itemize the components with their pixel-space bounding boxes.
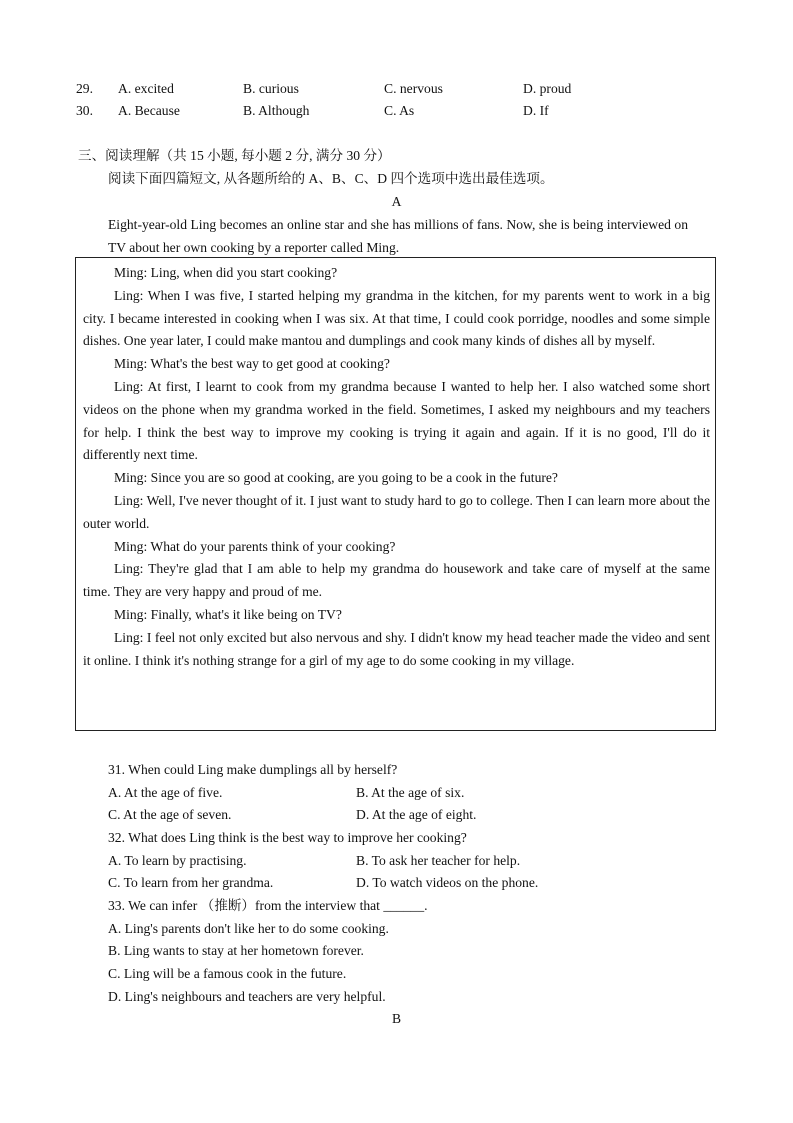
passage-label-a: A <box>391 194 402 209</box>
option-b: B. Ling wants to stay at her hometown forever. <box>108 943 364 958</box>
option-a: A. At the age of five. <box>108 785 223 800</box>
dialogue-line: Ming: Since you are so good at cooking, are you going to be a cook in the future? <box>114 470 558 486</box>
dialogue-line: Ming: Finally, what's it like being on TV? <box>114 606 342 622</box>
section-instruction: 阅读下面四篇短文, 从各题所给的 A、B、C、D 四个选项中选出最佳选项。 <box>108 171 554 186</box>
dialogue-line: Ling: I feel not only excited but also nervous and shy. I didn't know my head teacher made the video and sent it online. I think it's nothing strange for a girl of my age to do some cooking in my village. <box>83 629 710 668</box>
option-b: B. At the age of six. <box>356 785 465 800</box>
option-c: C. To learn from her grandma. <box>108 875 274 890</box>
option-c: C. nervous <box>384 81 443 96</box>
question-stem: 33. We can infer （推断）from the interview that ______. <box>108 898 428 913</box>
question-stem: 32. What does Ling think is the best way to improve her cooking? <box>108 830 467 845</box>
option-d: D. proud <box>523 81 572 96</box>
passage-intro: Eight-year-old Ling becomes an online star and she has millions of fans. Now, she is being interviewed on TV about her own cooking by a reporter called Ming. <box>108 217 688 255</box>
option-d: D. Ling's neighbours and teachers are very helpful. <box>108 989 386 1004</box>
option-a: A. excited <box>118 81 174 96</box>
option-c: C. At the age of seven. <box>108 807 232 822</box>
question-number: 29. <box>76 81 93 96</box>
option-d: D. At the age of eight. <box>356 807 477 822</box>
option-b: B. To ask her teacher for help. <box>356 853 521 868</box>
interview-box <box>75 257 716 731</box>
dialogue-line: Ming: Ling, when did you start cooking? <box>114 265 338 280</box>
question-number: 30. <box>76 103 93 118</box>
option-d: D. If <box>523 103 549 118</box>
dialogue-line: Ming: What's the best way to get good at cooking? <box>114 356 390 372</box>
option-d: D. To watch videos on the phone. <box>356 875 539 890</box>
option-c: C. Ling will be a famous cook in the future. <box>108 966 347 981</box>
section-title: 三、阅读理解（共 15 小题, 每小题 2 分, 满分 30 分） <box>78 148 391 163</box>
option-a: A. To learn by practising. <box>108 853 247 868</box>
dialogue-line: Ling: Well, I've never thought of it. I just want to study hard to go to college. Then I can learn more about the outer world. <box>83 492 710 531</box>
dialogue-line: Ling: When I was five, I started helping my grandma in the kitchen, for my parents went to work in a big city. I became interested in cooking when I was six. At that time, I could cook porridge, noodles and some simple dishes. One year later, I could make mantou and dumplings and cook many kinds of dishes all by myself. <box>83 287 710 349</box>
question-stem: 31. When could Ling make dumplings all by herself? <box>108 762 398 777</box>
option-a: A. Ling's parents don't like her to do some cooking. <box>108 921 389 936</box>
option-b: B. Although <box>243 103 310 118</box>
option-b: B. curious <box>243 81 299 96</box>
option-a: A. Because <box>118 103 180 118</box>
interview-dialogue <box>83 262 710 672</box>
passage-label-b: B <box>391 1011 402 1026</box>
dialogue-line: Ling: At first, I learnt to cook from my grandma because I wanted to help her. I also watched some short videos on the phone when my grandma worked in the field. Sometimes, I asked my neighbours and my teachers for help. I think the best way to improve my cooking is trying it again and again. If it is no good, I'll do it differently next time. <box>83 378 710 463</box>
option-c: C. As <box>384 103 415 118</box>
dialogue-line: Ming: What do your parents think of your cooking? <box>114 538 396 554</box>
dialogue-line: Ling: They're glad that I am able to help my grandma do housework and take care of myself at the same time. They are very happy and proud of me. <box>83 561 710 600</box>
